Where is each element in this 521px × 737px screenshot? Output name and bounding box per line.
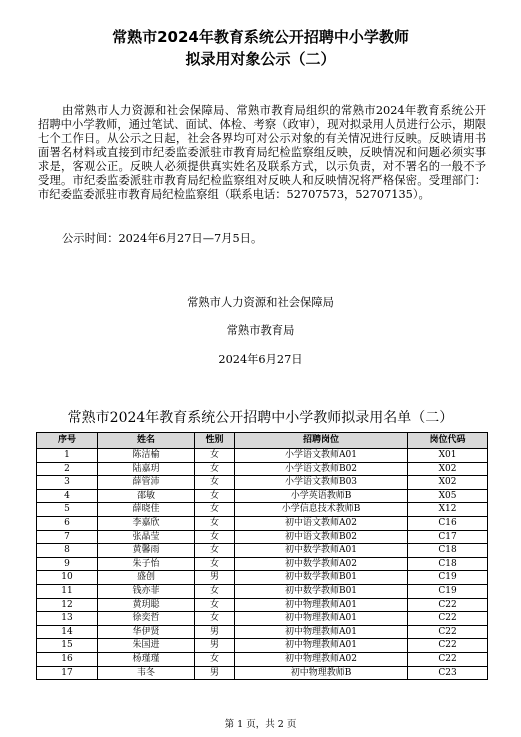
cell-name: 薛晓佳 [98,503,195,517]
cell-position-code: C17 [408,530,488,544]
cell-gender: 女 [195,516,235,530]
cell-position: 初中物理教师A01 [235,612,408,626]
cell-gender: 女 [195,598,235,612]
cell-name: 张晶莹 [98,530,195,544]
cell-gender: 男 [195,625,235,639]
document-title-line2: 拟录用对象公示（二） [185,50,336,68]
table-row [37,503,488,517]
cell-name: 韦冬 [98,666,195,680]
header-name: 姓名 [98,433,195,449]
cell-name: 杨瑾瑾 [98,652,195,666]
table-row [37,612,488,626]
cell-position-code: C19 [408,584,488,598]
cell-index: 15 [37,639,98,653]
cell-position-code: C18 [408,544,488,558]
cell-position-code: C16 [408,516,488,530]
table-row [37,584,488,598]
cell-gender: 男 [195,666,235,680]
cell-index: 2 [37,462,98,476]
table-row [37,449,488,463]
cell-index: 13 [37,612,98,626]
candidate-table [36,432,488,680]
cell-position: 初中数学教师A02 [235,557,408,571]
cell-position: 初中物理教师A01 [235,625,408,639]
cell-gender: 男 [195,639,235,653]
cell-index: 5 [37,503,98,517]
cell-name: 徐奕哲 [98,612,195,626]
issuer-hr-bureau: 常熟市人力资源和社会保障局 [187,296,334,309]
cell-gender: 女 [195,584,235,598]
cell-index: 1 [37,449,98,463]
cell-name: 钱亦菲 [98,584,195,598]
cell-gender: 女 [195,503,235,517]
cell-position-code: C22 [408,652,488,666]
cell-position: 初中数学教师B01 [235,571,408,585]
cell-gender: 男 [195,571,235,585]
cell-position: 初中语文教师A02 [235,516,408,530]
cell-position: 小学语文教师A01 [235,449,408,463]
cell-position-code: C23 [408,666,488,680]
cell-position: 初中物理教师A02 [235,652,408,666]
cell-position: 初中语文教师B02 [235,530,408,544]
cell-index: 14 [37,625,98,639]
announcement-period: 公示时间：2024年6月27日—7月5日。 [62,232,263,245]
cell-gender: 女 [195,449,235,463]
cell-position-code: X12 [408,503,488,517]
cell-position-code: C22 [408,612,488,626]
cell-index: 10 [37,571,98,585]
table-row [37,571,488,585]
issuer-education-bureau: 常熟市教育局 [226,324,295,337]
cell-gender: 女 [195,476,235,490]
cell-index: 7 [37,530,98,544]
cell-gender: 女 [195,489,235,503]
cell-gender: 女 [195,462,235,476]
cell-index: 3 [37,476,98,490]
page-footer: 第 1 页，共 2 页 [224,719,297,730]
cell-gender: 女 [195,544,235,558]
table-row [37,476,488,490]
header-position: 招聘岗位 [235,433,408,449]
table-row [37,489,488,503]
cell-gender: 女 [195,530,235,544]
table-row [37,544,488,558]
cell-position: 初中数学教师B01 [235,584,408,598]
issue-date: 2024年6月27日 [218,353,303,366]
table-row [37,516,488,530]
cell-index: 4 [37,489,98,503]
cell-position-code: C18 [408,557,488,571]
cell-position-code: X02 [408,462,488,476]
cell-name: 黄馨雨 [98,544,195,558]
cell-index: 16 [37,652,98,666]
cell-index: 6 [37,516,98,530]
table-row [37,557,488,571]
cell-position: 小学英语教师B [235,489,408,503]
cell-index: 8 [37,544,98,558]
announcement-paragraph: 由常熟市人力资源和社会保障局、常熟市教育局组织的常熟市2024年教育系统公开招聘中小学教师，通过笔试、面试、体检、考察（政审），现对拟录用人员进行公示，期限七个工作日。从公示之日起，社会各界均可对公示对象的有关情况进行反映。反映请用书面署名材料或直接到市纪委监委派驻市教育局纪检监察组反映，反映情况和问题必须实事求是，客观公正。反映人必须提供真实姓名及联系方式，以示负责，对不署名的一般不予受理。市纪委监委派驻市教育局纪检监察组对反映人和反映情况将严格保密。受理部门：市纪委监委派驻市教育局纪检监察组（联系电话：52707573，52707135）。 [38,104,486,201]
cell-position-code: C22 [408,639,488,653]
cell-name: 陈洁榆 [98,449,195,463]
cell-position-code: X02 [408,476,488,490]
table-title: 常熟市2024年教育系统公开招聘中小学教师拟录用名单（二） [67,410,454,426]
cell-position-code: C19 [408,571,488,585]
cell-index: 17 [37,666,98,680]
cell-position-code: X05 [408,489,488,503]
cell-name: 盛创 [98,571,195,585]
cell-name: 李嘉欣 [98,516,195,530]
table-header-row [37,433,488,449]
cell-position-code: C22 [408,598,488,612]
cell-name: 华伊贤 [98,625,195,639]
cell-name: 朱国进 [98,639,195,653]
table-row [37,666,488,680]
cell-name: 邵敏 [98,489,195,503]
cell-name: 黄玥聪 [98,598,195,612]
table-row [37,652,488,666]
cell-gender: 女 [195,612,235,626]
header-gender: 性别 [195,433,235,449]
cell-gender: 女 [195,557,235,571]
cell-gender: 女 [195,652,235,666]
table-row [37,639,488,653]
cell-position: 小学信息技术教师B [235,503,408,517]
cell-position: 小学语文教师B02 [235,462,408,476]
header-index: 序号 [37,433,98,449]
cell-position: 初中数学教师A01 [235,544,408,558]
cell-position: 初中物理教师B [235,666,408,680]
table-row [37,625,488,639]
table-row [37,462,488,476]
cell-position-code: X01 [408,449,488,463]
cell-position-code: C22 [408,625,488,639]
cell-name: 陆嘉玥 [98,462,195,476]
cell-name: 朱子怡 [98,557,195,571]
cell-index: 9 [37,557,98,571]
header-position-code: 岗位代码 [408,433,488,449]
cell-position: 初中物理教师A01 [235,598,408,612]
cell-index: 11 [37,584,98,598]
cell-position: 初中物理教师A01 [235,639,408,653]
document-title-line1: 常熟市2024年教育系统公开招聘中小学教师 [112,28,409,46]
cell-position: 小学语文教师B03 [235,476,408,490]
table-row [37,530,488,544]
cell-index: 12 [37,598,98,612]
table-row [37,598,488,612]
cell-name: 薛管沛 [98,476,195,490]
